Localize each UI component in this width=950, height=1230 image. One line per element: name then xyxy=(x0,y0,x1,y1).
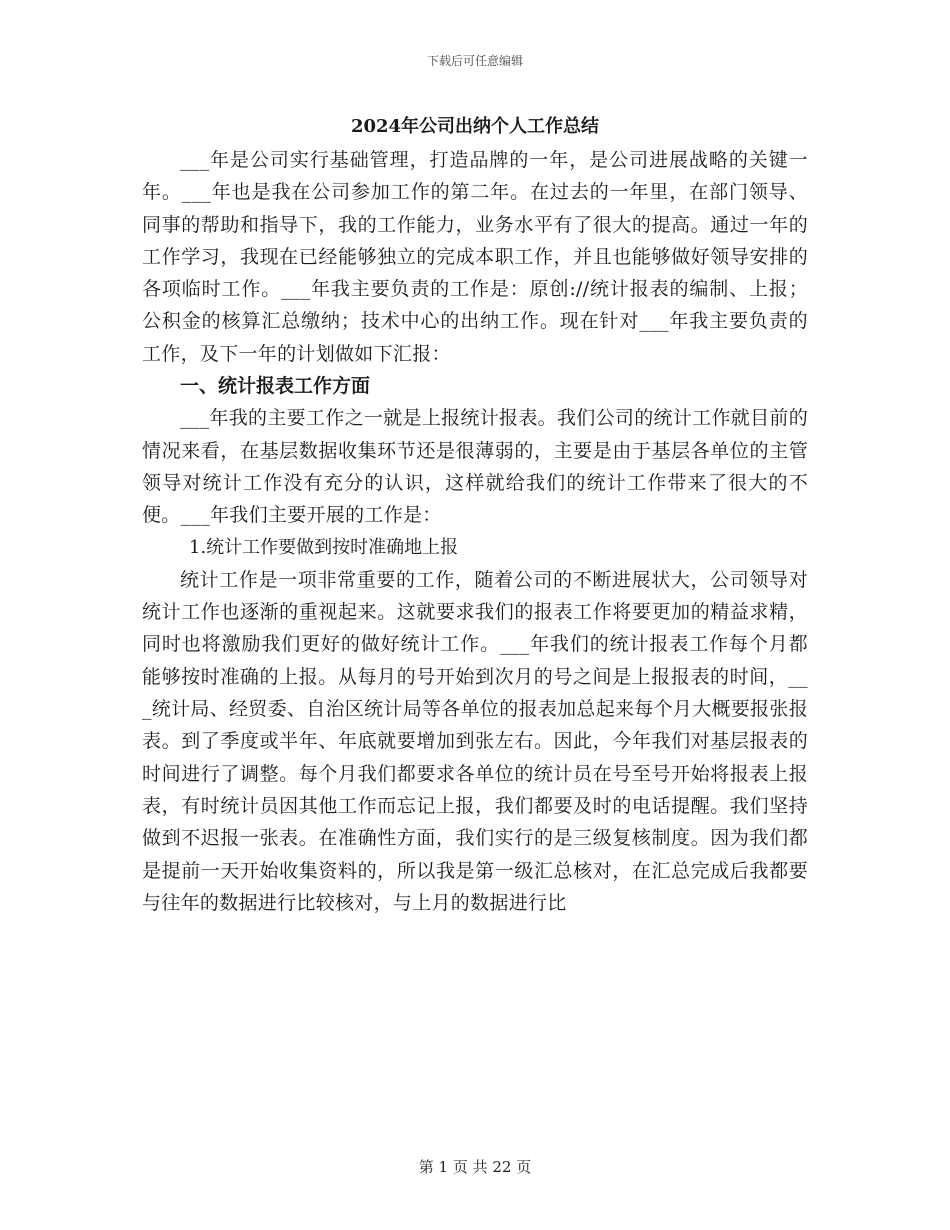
page-footer: 第 1 页 共 22 页 xyxy=(418,1158,532,1176)
sub-heading: 1.统计工作要做到按时准确地上报 xyxy=(189,536,459,558)
detail-paragraph: 统计工作是一项非常重要的工作，随着公司的不断进展状大，公司领导对统计工作也逐渐的重视起来。这就要求我们的报表工作将要更加的精益求精，同时也将激励我们更好的做好统计工作。___年我们的统计报表工作每个月都能够按时准确的上报。从每月的号开始到次月的号之间是上报报表的时间，___统计局、经贸委、自治区统计局等各单位的报表加总起来每个月大概要报张报表。到了季度或半年、年底就要增加到张左右。因此，今年我们对基层报表的时间进行了调整。每个月我们都要求各单位的统计员在号至号开始将报表上报表，有时统计员因其他工作而忘记上报，我们都要及时的电话提醒。我们坚持做到不迟报一张表。在准确性方面，我们实行的是三级复核制度。因为我们都是提前一天开始收集资料的，所以我是第一级汇总核对，在汇总完成后我都要与往年的数据进行比较核对，与上月的数据进行比 xyxy=(142,568,809,914)
section-heading: 一、统计报表工作方面 xyxy=(180,375,371,398)
document-title: 2024年公司出纳个人工作总结 xyxy=(350,116,600,137)
document-body xyxy=(142,112,808,919)
section-paragraph: ___年我的主要工作之一就是上报统计报表。我们公司的统计工作就目前的情况来看，在基层数据收集环节还是很薄弱的，主要是由于基层各单位的主管领导对统计工作没有充分的认识，这样就给我们的统计工作带来了很大的不便。___年我们主要开展的工作是： xyxy=(142,407,808,527)
intro-paragraph: ___年是公司实行基础管理，打造品牌的一年，是公司进展战略的关键一年。___年也是我在公司参加工作的第二年。在过去的一年里，在部门领导、同事的帮助和指导下，我的工作能力，业务水平有了很大的提高。通过一年的工作学习，我现在已经能够独立的完成本职工作，并且也能够做好领导安排的各项临时工作。___年我主要负责的工作是：原创://统计报表的编制、上报；公积金的核算汇总缴纳；技术中心的出纳工作。现在针对___年我主要负责的工作，及下一年的计划做如下汇报： xyxy=(142,149,808,365)
page-header: 下载后可任意编辑 xyxy=(426,54,523,68)
